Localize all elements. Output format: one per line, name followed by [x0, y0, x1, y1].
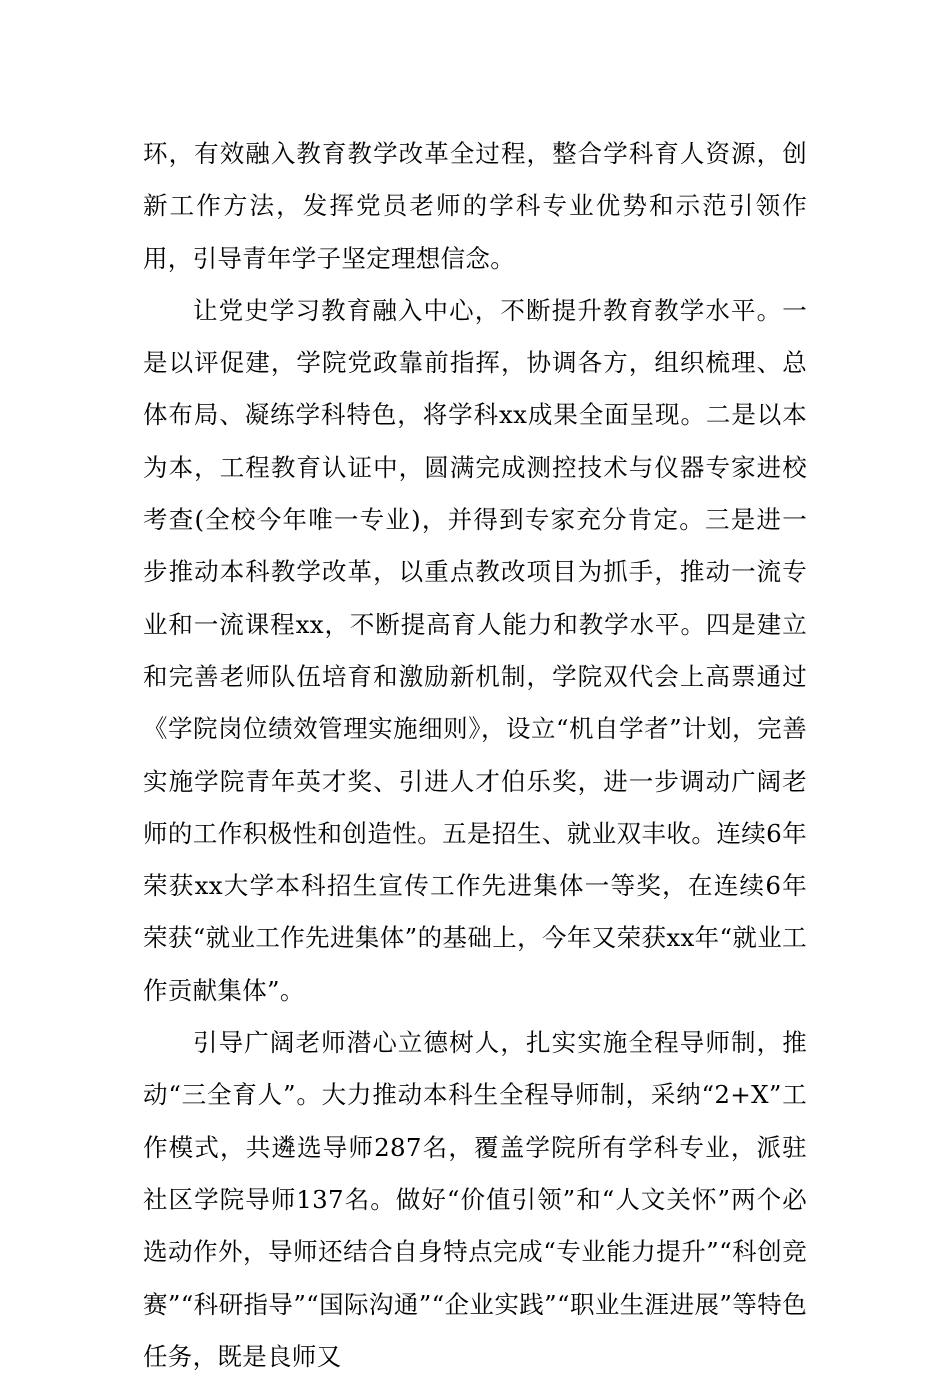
document-body [143, 128, 807, 1383]
paragraph-party-history-teaching: 让党史学习教育融入中心，不断提升教育教学水平。一是以评促建，学院党政靠前指挥，协调各方，组织梳理、总体布局、凝练学科特色，将学科xx成果全面呈现。二是以本为本，工程教育认证中，圆满完成测控技术与仪器专家进校考查(全校今年唯一专业)，并得到专家充分肯定。三是进一步推动本科教学改革，以重点教改项目为抓手，推动一流专业和一流课程xx，不断提高育人能力和教学水平。四是建立和完善老师队伍培育和激励新机制，学院双代会上高票通过《学院岗位绩效管理实施细则》，设立“机自学者”计划，完善实施学院青年英才奖、引进人才伯乐奖，进一步调动广阔老师的工作积极性和创造性。五是招生、就业双丰收。连续6年荣获xx大学本科招生宣传工作先进集体一等奖，在连续6年荣获“就业工作先进集体”的基础上，今年又荣获xx年“就业工作贡献集体”。 [143, 295, 807, 1005]
paragraph-continuation: 环，有效融入教育教学改革全过程，整合学科育人资源，创新工作方法，发挥党员老师的学科专业优势和示范引领作用，引导青年学子坚定理想信念。 [143, 139, 807, 273]
paragraph-mentor-system: 引导广阔老师潜心立德树人，扎实实施全程导师制，推动“三全育人”。大力推动本科生全程导师制，采纳“2+X”工作模式，共遴选导师287名，覆盖学院所有学科专业，派驻社区学院导师137名。做好“价值引领”和“人文关怀”两个必选动作外，导师还结合自身特点完成“专业能力提升”“科创竞赛”“科研指导”“国际沟通”“企业实践”“职业生涯进展”等特色任务，既是良师又 [143, 1028, 807, 1371]
